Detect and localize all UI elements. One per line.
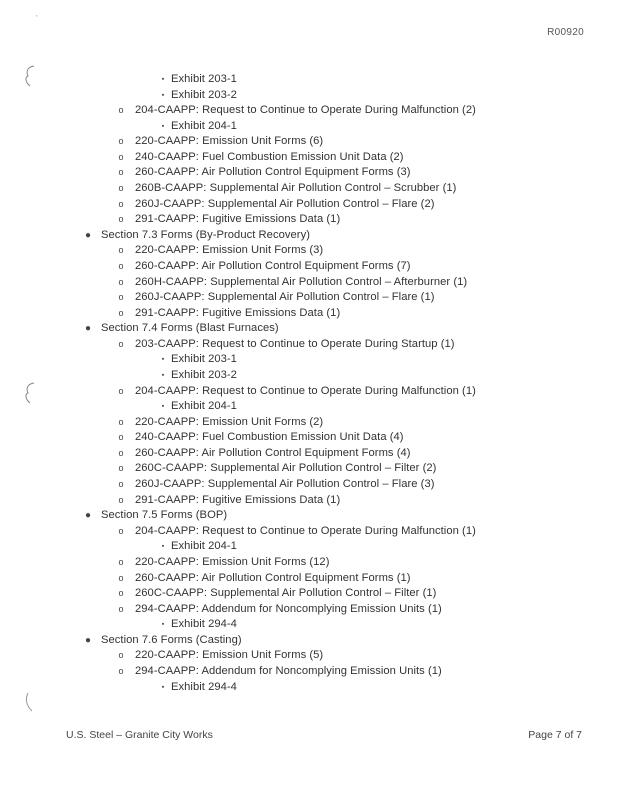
circle-bullet-icon: o [118,167,124,178]
circle-bullet-icon: o [118,525,124,536]
form-item [0,150,618,166]
form-item [0,337,618,353]
circle-bullet-icon: o [118,479,124,490]
circle-bullet-icon: o [118,151,124,162]
document-id: R00920 [547,27,584,38]
outline-item-text: 220-CAAPP: Emission Unit Forms (6) [135,135,324,148]
circle-bullet-icon: o [118,338,124,349]
outline-item-text: Section 7.4 Forms (Blast Furnaces) [101,322,279,335]
form-item [0,571,618,587]
section-heading [0,508,618,524]
outline-item-text: 220-CAAPP: Emission Unit Forms (2) [135,415,324,428]
outline-item-text: 220-CAAPP: Emission Unit Forms (3) [135,244,324,257]
form-item [0,415,618,431]
scan-mark: ' [36,14,38,23]
form-item [0,212,618,228]
outline-item-text: Section 7.3 Forms (By-Product Recovery) [101,228,310,241]
square-bullet-icon: ▪ [161,356,165,364]
square-bullet-icon: ▪ [161,621,165,629]
circle-bullet-icon: o [118,385,124,396]
form-item [0,648,618,664]
form-item [0,586,618,602]
outline-item-text: 294-CAAPP: Addendum for Noncomplying Emission Units (1) [135,602,442,615]
square-bullet-icon: ▪ [161,371,165,379]
outline-item-text: Section 7.6 Forms (Casting) [101,633,242,646]
bullet-icon: ● [84,634,92,646]
square-bullet-icon: ▪ [161,403,165,411]
circle-bullet-icon: o [118,136,124,147]
outline-item-text: Exhibit 204-1 [171,400,237,413]
outline-item-text: Exhibit 203-2 [171,88,237,101]
section-heading [0,228,618,244]
form-item [0,461,618,477]
form-item [0,602,618,618]
outline-item-text: 240-CAAPP: Fuel Combustion Emission Unit Data (2) [135,150,404,163]
circle-bullet-icon: o [118,665,124,676]
circle-bullet-icon: o [118,603,124,614]
exhibit-item [0,119,618,135]
form-item [0,243,618,259]
square-bullet-icon: ▪ [161,683,165,691]
circle-bullet-icon: o [118,307,124,318]
form-item [0,384,618,400]
outline-item-text: 260C-CAAPP: Supplemental Air Pollution Control – Filter (1) [135,587,437,600]
form-item [0,430,618,446]
form-item [0,259,618,275]
outline-item-text: Exhibit 203-2 [171,368,237,381]
square-bullet-icon: ▪ [161,91,165,99]
circle-bullet-icon: o [118,463,124,474]
outline-item-text: 204-CAAPP: Request to Continue to Operate During Malfunction (2) [135,104,476,117]
outline-item-text: Exhibit 203-1 [171,353,237,366]
outline-item-text: 260-CAAPP: Air Pollution Control Equipment Forms (4) [135,446,411,459]
exhibit-item [0,352,618,368]
exhibit-item [0,72,618,88]
outline-item-text: 260C-CAAPP: Supplemental Air Pollution Control – Filter (2) [135,462,437,475]
circle-bullet-icon: o [118,260,124,271]
form-item [0,524,618,540]
circle-bullet-icon: o [118,292,124,303]
forms-outline-list [0,72,618,695]
form-item [0,197,618,213]
exhibit-item [0,617,618,633]
form-item [0,134,618,150]
outline-item-text: 260H-CAAPP: Supplemental Air Pollution Control – Afterburner (1) [135,275,468,288]
outline-item-text: Exhibit 204-1 [171,540,237,553]
exhibit-item [0,88,618,104]
exhibit-item [0,399,618,415]
form-item [0,664,618,680]
outline-item-text: Exhibit 294-4 [171,618,237,631]
section-heading [0,321,618,337]
outline-item-text: 260-CAAPP: Air Pollution Control Equipment Forms (1) [135,571,411,584]
circle-bullet-icon: o [118,650,124,661]
circle-bullet-icon: o [118,416,124,427]
outline-item-text: Exhibit 294-4 [171,680,237,693]
outline-item-text: 260J-CAAPP: Supplemental Air Pollution Control – Flare (1) [135,291,435,304]
form-item [0,165,618,181]
outline-item-text: 240-CAAPP: Fuel Combustion Emission Unit Data (4) [135,431,404,444]
circle-bullet-icon: o [118,556,124,567]
outline-item-text: 220-CAAPP: Emission Unit Forms (12) [135,555,330,568]
form-item [0,103,618,119]
circle-bullet-icon: o [118,588,124,599]
outline-item-text: 291-CAAPP: Fugitive Emissions Data (1) [135,213,341,226]
square-bullet-icon: ▪ [161,543,165,551]
bullet-icon: ● [84,229,92,241]
circle-bullet-icon: o [118,214,124,225]
outline-item-text: 260J-CAAPP: Supplemental Air Pollution Control – Flare (2) [135,197,435,210]
circle-bullet-icon: o [118,245,124,256]
exhibit-item [0,368,618,384]
outline-item-text: 291-CAAPP: Fugitive Emissions Data (1) [135,493,341,506]
outline-item-text: Section 7.5 Forms (BOP) [101,509,228,522]
outline-item-text: 260-CAAPP: Air Pollution Control Equipment Forms (7) [135,259,411,272]
outline-item-text: 260B-CAAPP: Supplemental Air Pollution Control – Scrubber (1) [135,182,457,195]
circle-bullet-icon: o [118,494,124,505]
outline-item-text: 291-CAAPP: Fugitive Emissions Data (1) [135,306,341,319]
outline-item-text: 260J-CAAPP: Supplemental Air Pollution Control – Flare (3) [135,478,435,491]
circle-bullet-icon: o [118,276,124,287]
section-heading [0,633,618,649]
outline-item-text: 220-CAAPP: Emission Unit Forms (5) [135,649,324,662]
form-item [0,306,618,322]
outline-item-text: 294-CAAPP: Addendum for Noncomplying Emission Units (1) [135,664,442,677]
square-bullet-icon: ▪ [161,122,165,130]
exhibit-item [0,680,618,696]
bullet-icon: ● [84,510,92,522]
outline-item-text: 204-CAAPP: Request to Continue to Operate During Malfunction (1) [135,384,476,397]
outline-item-text: 204-CAAPP: Request to Continue to Operate During Malfunction (1) [135,524,476,537]
circle-bullet-icon: o [118,432,124,443]
form-item [0,477,618,493]
circle-bullet-icon: o [118,198,124,209]
form-item [0,275,618,291]
bullet-icon: ● [84,323,92,335]
circle-bullet-icon: o [118,572,124,583]
footer-page-number: Page 7 of 7 [528,729,582,741]
outline-item-text: Exhibit 204-1 [171,119,237,132]
circle-bullet-icon: o [118,105,124,116]
outline-item-text: Exhibit 203-1 [171,73,237,85]
exhibit-item [0,539,618,555]
form-item [0,493,618,509]
form-item [0,446,618,462]
form-item [0,181,618,197]
footer-facility: U.S. Steel – Granite City Works [66,729,213,741]
square-bullet-icon: ▪ [161,76,165,83]
form-item [0,555,618,571]
form-item [0,290,618,306]
circle-bullet-icon: o [118,447,124,458]
outline-item-text: 203-CAAPP: Request to Continue to Operate During Startup (1) [135,337,455,350]
circle-bullet-icon: o [118,183,124,194]
outline-item-text: 260-CAAPP: Air Pollution Control Equipment Forms (3) [135,166,411,179]
